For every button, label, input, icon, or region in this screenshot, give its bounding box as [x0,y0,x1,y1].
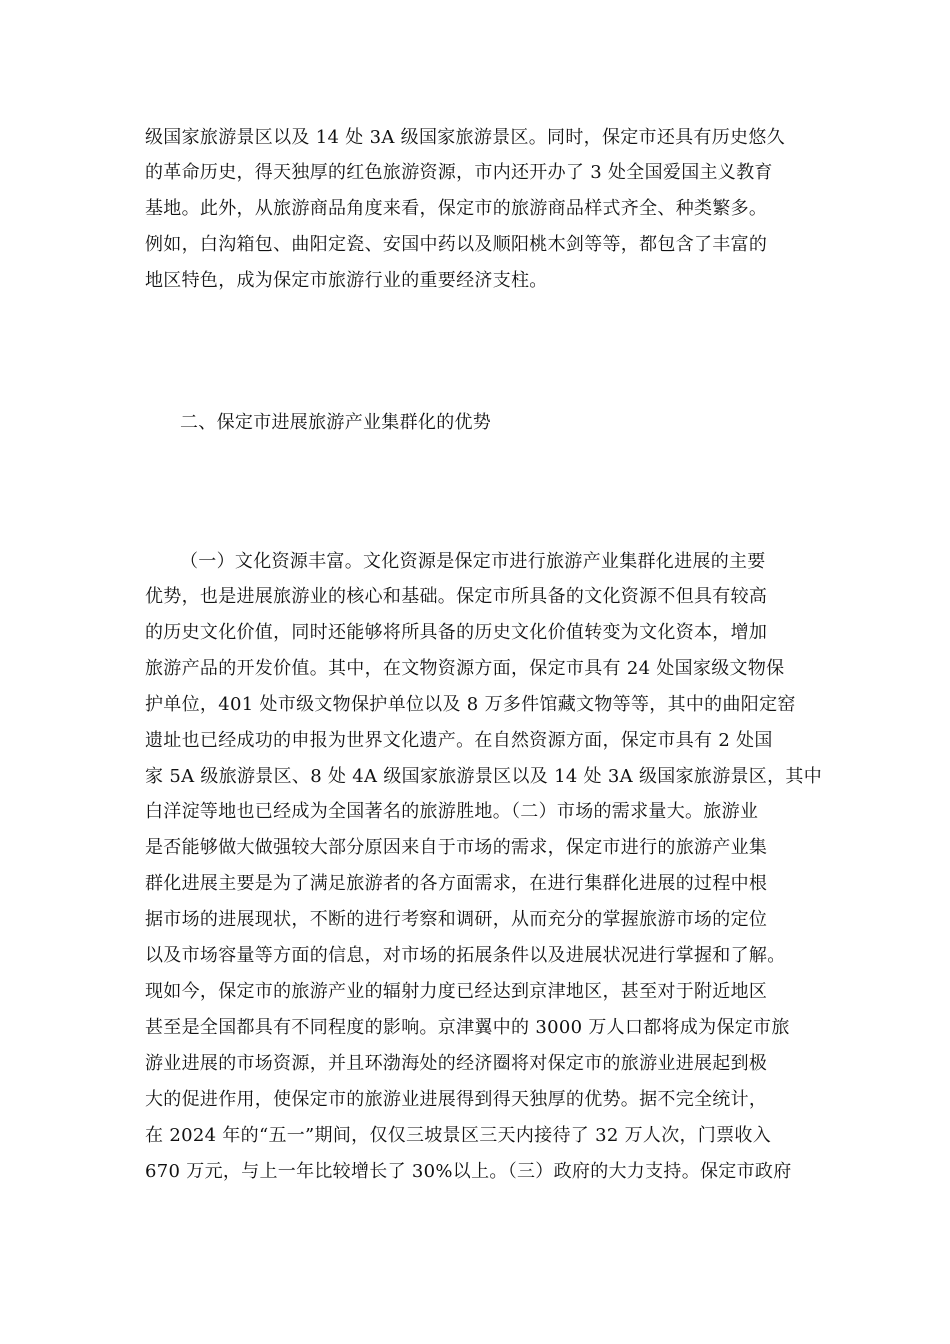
text-line: 遗址也已经成功的申报为世界文化遗产。在自然资源方面，保定市具有 2 处国 [145,730,773,751]
text-line: 的革命历史，得天独厚的红色旅游资源，市内还开办了 3 处全国爱国主义教育 [145,162,773,183]
text-line: 以及市场容量等方面的信息，对市场的拓展条件以及进展状况进行掌握和了解。 [145,945,786,966]
text-line: 护单位，401 处市级文物保护单位以及 8 万多件馆藏文物等等，其中的曲阳定窑 [145,694,796,715]
text-line: 670 万元，与上一年比较增长了 30%以上。（三）政府的大力支持。保定市政府 [145,1161,792,1182]
text-line: 例如，白沟箱包、曲阳定瓷、安国中药以及顺阳桃木剑等等，都包含了丰富的 [145,234,768,255]
text-line: 据市场的进展现状，不断的进行考察和调研，从而充分的掌握旅游市场的定位 [145,909,768,930]
text-line: 优势，也是进展旅游业的核心和基础。保定市所具备的文化资源不但具有较高 [145,586,768,607]
text-line: 白洋淀等地也已经成为全国著名的旅游胜地。（二）市场的需求量大。旅游业 [145,801,759,822]
text-line: 地区特色，成为保定市旅游行业的重要经济支柱。 [145,270,548,291]
text-line: 游业进展的市场资源，并且环渤海处的经济圈将对保定市的旅游业进展起到极 [145,1053,768,1074]
text-line: 大的促进作用，使保定市的旅游业进展得到得天独厚的优势。据不完全统计， [145,1089,768,1110]
section-heading: 二、保定市进展旅游产业集群化的优势 [180,412,492,433]
text-line: 级国家旅游景区以及 14 处 3A 级国家旅游景区。同时，保定市还具有历史悠久 [145,127,785,148]
text-line: 的历史文化价值，同时还能够将所具备的历史文化价值转变为文化资本，增加 [145,622,768,643]
text-line: 甚至是全国都具有不同程度的影响。京津翼中的 3000 万人口都将成为保定市旅 [145,1017,790,1038]
text-line: 在 2024 年的“五一”期间，仅仅三坡景区三天内接待了 32 万人次，门票收入 [145,1125,772,1146]
text-line: 现如今，保定市的旅游产业的辐射力度已经达到京津地区，甚至对于附近地区 [145,981,768,1002]
text-line: 基地。此外，从旅游商品角度来看，保定市的旅游商品样式齐全、种类繁多。 [145,198,768,219]
text-line: （一）文化资源丰富。文化资源是保定市进行旅游产业集群化进展的主要 [180,551,766,572]
text-line: 家 5A 级旅游景区、8 处 4A 级国家旅游景区以及 14 处 3A 级国家旅游景区，其中 [145,766,823,787]
text-line: 是否能够做大做强较大部分原因来自于市场的需求，保定市进行的旅游产业集 [145,837,768,858]
text-line: 群化进展主要是为了满足旅游者的各方面需求，在进行集群化进展的过程中根 [145,873,768,894]
text-line: 旅游产品的开发价值。其中，在文物资源方面，保定市具有 24 处国家级文物保 [145,658,785,679]
